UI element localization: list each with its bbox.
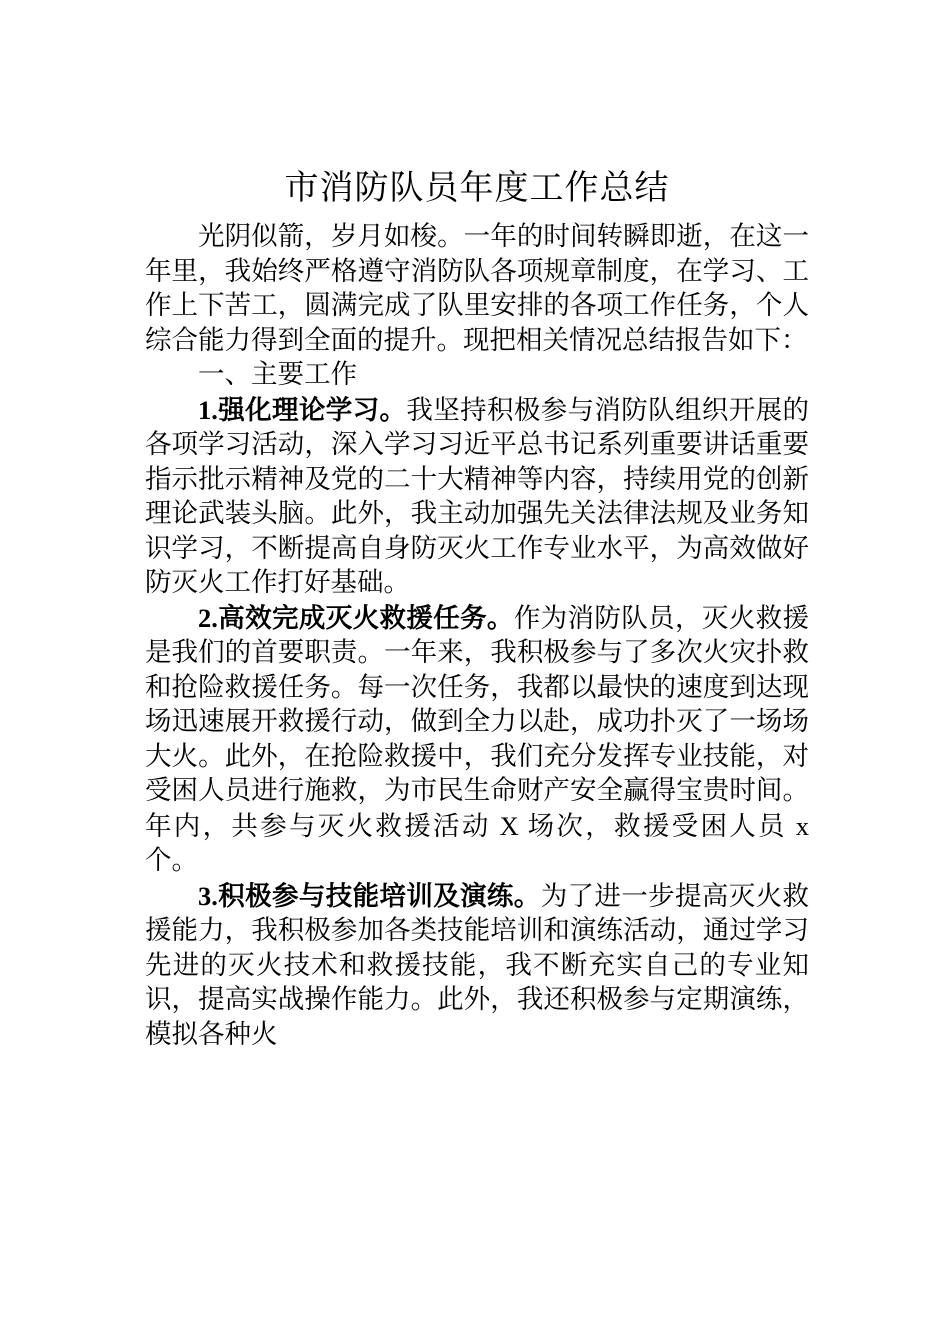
item-2-text-after: 个。 bbox=[145, 845, 198, 876]
item-3-lead: 积极参与技能培训及演练。 bbox=[217, 880, 541, 912]
item-2-text-middle: 场次，救援受困人员 bbox=[527, 810, 787, 842]
document-title: 市消防队员年度工作总结 bbox=[284, 168, 670, 208]
item-2-count-b: x bbox=[795, 810, 810, 841]
item-3-paragraph bbox=[145, 879, 809, 1053]
item-3-number: 3. bbox=[198, 880, 218, 911]
item-1-number: 1. bbox=[198, 394, 218, 425]
item-1-lead: 强化理论学习。 bbox=[217, 394, 407, 426]
document-page bbox=[145, 160, 809, 1052]
item-2-text-before: 作为消防队员，灭火救援是我们的首要职责。一年来，我积极参与了多次火灾扑救和抢险救援任务。每一次任务，我都以最快的速度到达现场迅速展开救援行动，做到全力以赴，成功扑灭了一场场大火。此外，在抢险救援中，我们充分发挥专业技能，对受困人员进行施救，为市民生命财产安全赢得宝贵时间。年内，共参与灭火救援活动 bbox=[145, 602, 810, 842]
item-1-text: 我坚持积极参与消防队组织开展的各项学习活动，深入学习习近平总书记系列重要讲话重要指示批示精神及党的二十大精神等内容，持续用党的创新理论武装头脑。此外，我主动加强先关法律法规及业务知识学习，不断提高自身防灭火工作专业水平，为高效做好防灭火工作打好基础。 bbox=[145, 394, 810, 598]
item-3-text: 为了进一步提高灭火救援能力，我积极参加各类技能培训和演练活动，通过学习先进的灭火技术和救援技能，我不断充实自己的专业知识，提高实战操作能力。此外，我还积极参与定期演练，模拟各种火 bbox=[145, 880, 810, 1050]
intro-paragraph: 光阴似箭，岁月如梭。一年的时间转瞬即逝，在这一年里，我始终严格遵守消防队各项规章制度，在学习、工作上下苦工，圆满完成了队里安排的各项工作任务，个人综合能力得到全面的提升。现把相关情况总结报告如下： bbox=[145, 221, 809, 356]
item-2-number: 2. bbox=[198, 602, 218, 633]
section-heading-main-work: 一、主要工作 bbox=[198, 359, 357, 390]
item-1-paragraph bbox=[145, 393, 809, 601]
item-2-count-a: X bbox=[499, 810, 519, 841]
item-2-lead: 高效完成灭火救援任务。 bbox=[217, 602, 514, 634]
item-2-paragraph bbox=[145, 601, 809, 879]
